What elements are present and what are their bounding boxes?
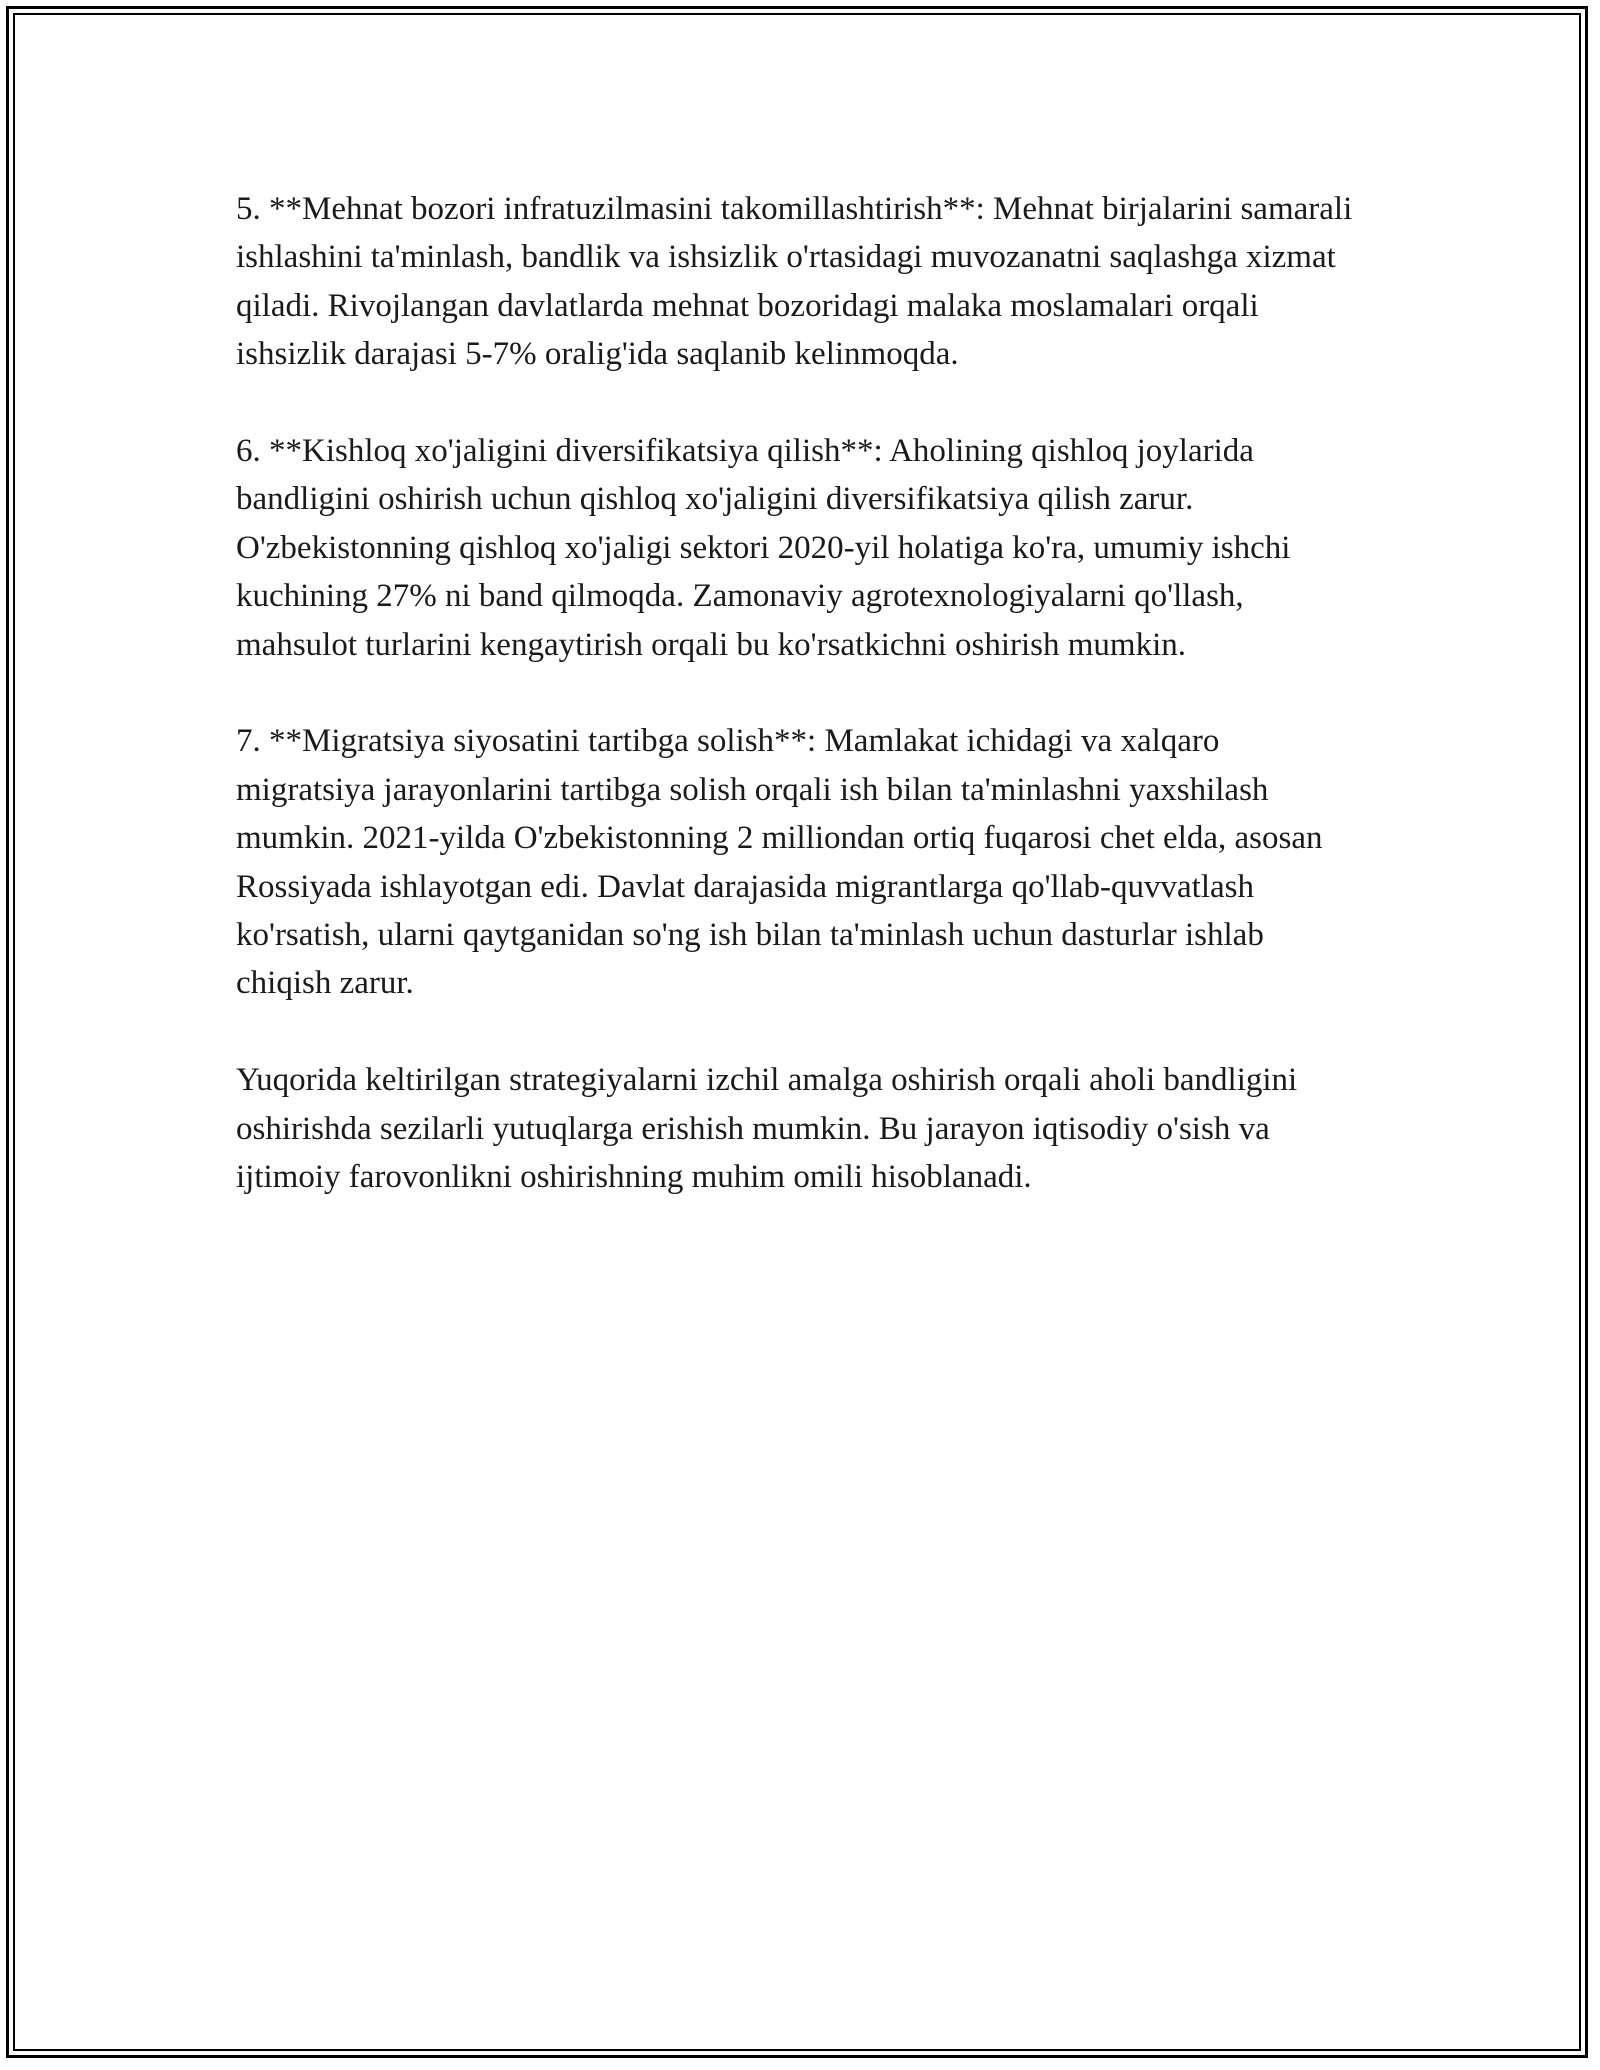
paragraph-conclusion: Yuqorida keltirilgan strategiyalarni izchil amalga oshirish orqali aholi bandligini oshirishda sezilarli yutuqlarga erishish mumkin. Bu jarayon iqtisodiy o'sish va ijtimoiy farovonlikni oshirishning muhim omili hisoblanadi. bbox=[236, 1062, 1298, 1196]
paragraph-item-6: 6. **Kishloq xo'jaligini diversifikatsiya qilish**: Aholining qishloq joylarida bandligini oshirish uchun qishloq xo'jaligini diversifikatsiya qilish zarur. O'zbekistonning qishloq xo'jaligi sektori 2020-yil holatiga ko'ra, umumiy ishchi kuchining 27% ni band qilmoqda. Zamonaviy agrotexnologiyalarni qo'llash, mahsulot turlarini kengaytirish orqali bu ko'rsatkichni oshirish mumkin. bbox=[236, 433, 1291, 663]
paragraph-item-7: 7. **Migratsiya siyosatini tartibga solish**: Mamlakat ichidagi va xalqaro migratsiya jarayonlarini tartibga solish orqali ish bilan ta'minlashni yaxshilash mumkin. 2021-yilda O'zbekistonning 2 milliondan ortiq fuqarosi chet elda, asosan Rossiyada ishlayotgan edi. Davlat darajasida migrantlarga qo'llab-quvvatlash ko'rsatish, ularni qaytganidan so'ng ish bilan ta'minlash uchun dasturlar ishlab chiqish zarur. bbox=[236, 723, 1323, 1002]
paragraph-item-5: 5. **Mehnat bozori infratuzilmasini takomillashtirish**: Mehnat birjalarini samarali ishlashini ta'minlash, bandlik va ishsizlik o'rtasidagi muvozanatni saqlashga xizmat qiladi. Rivojlangan davlatlarda mehnat bozoridagi malaka moslamalari orqali ishsizlik darajasi 5-7% oralig'ida saqlanib kelinmoqda. bbox=[236, 191, 1353, 373]
document-body bbox=[236, 185, 1366, 1250]
